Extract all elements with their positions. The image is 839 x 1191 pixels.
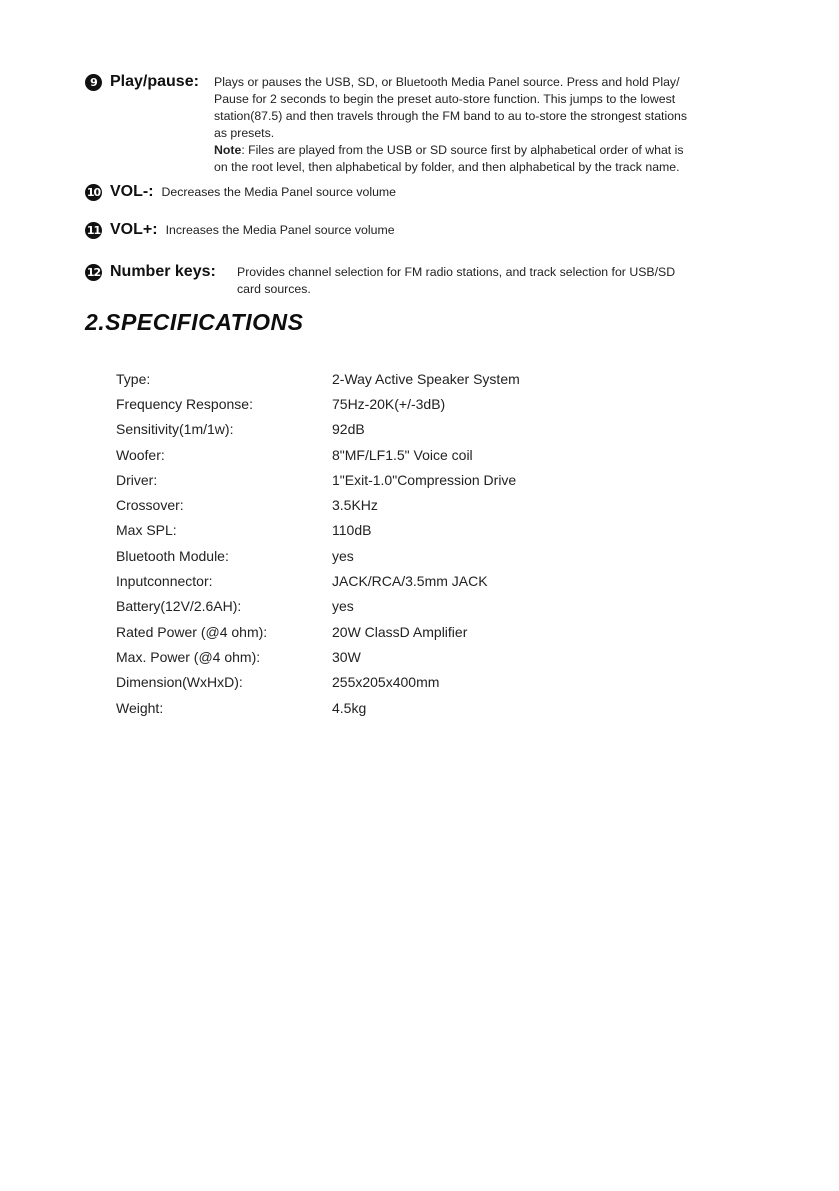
spec-label: Inputconnector: <box>116 573 213 590</box>
note-line: on the root level, then alphabetical by folder, and then alphabetical by the track name. <box>214 160 680 174</box>
control-description <box>154 183 396 201</box>
note-line <box>214 142 784 159</box>
spec-row <box>116 391 616 416</box>
description-line: station(87.5) and then travels through the FM band to au to-store the strongest stations <box>214 109 688 123</box>
spec-row <box>116 366 616 391</box>
spec-label: Driver: <box>116 471 158 488</box>
spec-row <box>116 518 616 543</box>
spec-value: 255x205x400mm <box>332 674 440 691</box>
spec-row <box>116 594 616 619</box>
spec-row <box>116 442 616 467</box>
spec-value: 30W <box>332 648 361 665</box>
control-description <box>206 73 784 176</box>
control-header <box>85 183 154 201</box>
spec-label: Crossover: <box>116 497 184 514</box>
spec-label: Rated Power (@4 ohm): <box>116 623 268 640</box>
control-header <box>85 73 206 91</box>
spec-value: yes <box>332 547 354 564</box>
number-badge: 10 <box>86 185 101 199</box>
control-vol-down <box>85 183 785 221</box>
spec-value: 8"MF/LF1.5" Voice coil <box>332 446 473 463</box>
spec-label: Frequency Response: <box>116 395 253 412</box>
spec-row <box>116 619 616 644</box>
spec-value: 3.5KHz <box>332 497 378 514</box>
spec-row <box>116 492 616 517</box>
note-label: Note <box>214 143 242 157</box>
spec-row <box>116 417 616 442</box>
spec-value: 2-Way Active Speaker System <box>332 370 520 387</box>
spec-row <box>116 467 616 492</box>
description-line: Pause for 2 seconds to begin the preset auto-store function. This jumps to the lowest <box>214 92 676 106</box>
spec-label: Max. Power (@4 ohm): <box>116 648 261 665</box>
description-line: card sources. <box>237 282 311 296</box>
spec-row <box>116 543 616 568</box>
control-play-pause <box>85 73 785 183</box>
description-line: Increases the Media Panel source volume <box>165 223 395 237</box>
control-title: Number keys: <box>110 263 216 280</box>
spec-label: Battery(12V/2.6AH): <box>116 598 242 615</box>
specifications-table <box>116 366 616 720</box>
spec-value: 1"Exit-1.0"Compression Drive <box>332 471 517 488</box>
spec-value: JACK/RCA/3.5mm JACK <box>332 573 488 590</box>
control-number-keys <box>85 263 785 298</box>
spec-row <box>116 670 616 695</box>
control-header <box>85 263 229 281</box>
control-header <box>85 221 158 239</box>
control-title: VOL-: <box>110 183 154 200</box>
spec-value: 4.5kg <box>332 699 367 716</box>
description-line: Plays or pauses the USB, SD, or Bluetooth Media Panel source. Press and hold Play/ <box>214 75 680 89</box>
description-line: Decreases the Media Panel source volume <box>161 185 396 199</box>
spec-label: Weight: <box>116 699 164 716</box>
description-line: as presets. <box>214 126 275 140</box>
spec-label: Max SPL: <box>116 522 177 539</box>
spec-value: yes <box>332 598 354 615</box>
spec-label: Woofer: <box>116 446 165 463</box>
description-line: Provides channel selection for FM radio stations, and track selection for USB/SD <box>237 265 676 279</box>
specifications-heading: 2.SPECIFICATIONS <box>85 309 304 335</box>
spec-label: Bluetooth Module: <box>116 547 229 564</box>
control-title: Play/pause: <box>110 73 199 90</box>
number-badge: 9 <box>85 74 102 91</box>
spec-row <box>116 695 616 720</box>
spec-value: 110dB <box>332 522 372 539</box>
spec-value: 75Hz-20K(+/-3dB) <box>332 395 446 412</box>
spec-row <box>116 568 616 593</box>
spec-label: Dimension(WxHxD): <box>116 674 243 691</box>
spec-label: Type: <box>116 370 151 387</box>
control-descriptions <box>85 73 785 298</box>
number-badge: 12 <box>86 265 101 279</box>
spec-value: 92dB <box>332 421 365 438</box>
spec-value: 20W ClassD Amplifier <box>332 623 468 640</box>
spec-label: Sensitivity(1m/1w): <box>116 421 234 438</box>
control-title: VOL+: <box>110 221 158 238</box>
spec-row <box>116 644 616 669</box>
control-description <box>158 221 395 239</box>
control-description <box>229 263 767 298</box>
number-badge: 11 <box>86 223 101 237</box>
note-text: : Files are played from the USB or SD source first by alphabetical order of what is <box>241 143 684 157</box>
control-vol-up <box>85 221 785 263</box>
